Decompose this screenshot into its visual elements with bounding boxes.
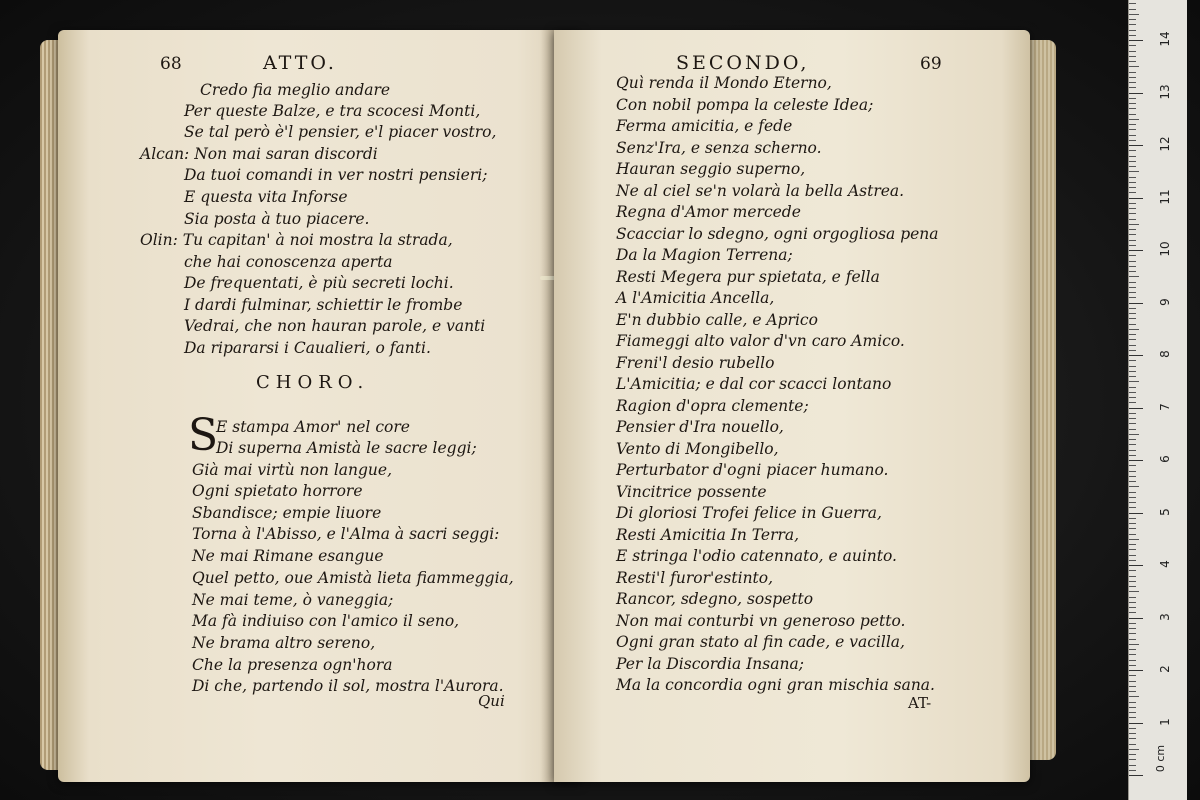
ruler-tick [1129, 607, 1136, 608]
ruler-tick [1129, 439, 1136, 440]
text-line: Senz'Ira, e senza scherno. [616, 139, 822, 157]
right-page [554, 30, 1030, 782]
text-line: Ne mai teme, ò vaneggia; [192, 591, 394, 609]
ruler-tick [1129, 66, 1139, 67]
text-line: Per la Discordia Insana; [616, 655, 804, 673]
ruler-tick [1129, 35, 1136, 36]
text-line: Da tuoi comandi in ver nostri pensieri; [184, 166, 488, 184]
ruler-tick [1129, 665, 1136, 666]
ruler-tick [1129, 51, 1136, 52]
ruler-tick [1129, 418, 1136, 419]
text-line: Ragion d'opra clemente; [616, 397, 809, 415]
ruler-tick [1129, 166, 1136, 167]
ruler-tick [1129, 528, 1136, 529]
text-line: Che la presenza ogn'hora [192, 656, 393, 674]
ruler-tick [1129, 24, 1136, 25]
text-line: Ma la concordia ogni gran mischia sana. [616, 676, 935, 694]
measurement-ruler [1128, 0, 1187, 800]
text-line: E'n dubbio calle, e Aprico [616, 311, 818, 329]
ruler-tick [1129, 245, 1136, 246]
ruler-number: 14 [1158, 31, 1172, 47]
ruler-tick [1129, 654, 1136, 655]
ruler-tick [1129, 481, 1136, 482]
ruler-tick [1129, 334, 1136, 335]
ruler-tick [1129, 150, 1136, 151]
ruler-tick [1129, 292, 1136, 293]
text-line: Rancor, sdegno, sospetto [616, 590, 814, 608]
ruler-tick [1129, 770, 1136, 771]
ruler-tick [1129, 723, 1143, 724]
ruler-tick [1129, 177, 1136, 178]
ruler-tick [1129, 14, 1139, 15]
ruler-tick [1129, 507, 1136, 508]
ruler-tick [1129, 591, 1139, 592]
ruler-tick [1129, 450, 1136, 451]
ruler-tick [1129, 9, 1136, 10]
ruler-tick [1129, 423, 1136, 424]
ruler-tick [1129, 576, 1136, 577]
page-number: 69 [920, 54, 942, 74]
ruler-tick [1129, 581, 1136, 582]
ruler-tick [1129, 465, 1136, 466]
ruler-tick [1129, 271, 1136, 272]
text-line: Ne brama altro sereno, [192, 634, 376, 652]
ruler-tick [1129, 681, 1136, 682]
ruler-tick [1129, 135, 1136, 136]
ruler-number: 8 [1158, 350, 1172, 358]
ruler-tick [1129, 759, 1136, 760]
ruler-number: 2 [1158, 665, 1172, 673]
page-number: 68 [160, 54, 182, 74]
text-line: Olin: Tu capitan' à noi mostra la strada, [140, 231, 453, 249]
ruler-tick [1129, 691, 1136, 692]
ruler-tick [1129, 397, 1136, 398]
ruler-tick [1129, 203, 1136, 204]
ruler-tick [1129, 717, 1136, 718]
ruler-tick [1129, 502, 1136, 503]
ruler-tick [1129, 749, 1139, 750]
ruler-tick [1129, 250, 1143, 251]
ruler-tick [1129, 297, 1136, 298]
ruler-tick [1129, 77, 1136, 78]
chorus-title: CHORO. [256, 372, 370, 393]
ruler-tick [1129, 518, 1136, 519]
ruler-tick [1129, 696, 1139, 697]
text-line: Quì renda il Mondo Eterno, [616, 74, 832, 92]
ruler-tick [1129, 366, 1136, 367]
ruler-number: 4 [1158, 560, 1172, 568]
text-line: Scacciar lo sdegno, ogni orgogliosa pena [616, 225, 939, 243]
ruler-tick [1129, 213, 1136, 214]
text-line: Credo fia meglio andare [200, 81, 391, 99]
ruler-tick [1129, 602, 1136, 603]
ruler-tick [1129, 670, 1143, 671]
ruler-tick [1129, 597, 1136, 598]
ruler-number: 5 [1158, 507, 1172, 516]
book-edge-right [1028, 40, 1056, 760]
ruler-tick [1129, 93, 1143, 94]
ruler-tick [1129, 565, 1143, 566]
text-line: Per queste Balze, e tra scocesi Monti, [184, 102, 481, 120]
ruler-tick [1129, 219, 1136, 220]
text-line: Di superna Amistà le sacre leggi; [216, 439, 477, 457]
ruler-tick [1129, 355, 1143, 356]
text-line: Da la Magion Terrena; [616, 246, 793, 264]
ruler-tick [1129, 287, 1136, 288]
ruler-tick [1129, 765, 1136, 766]
ruler-tick [1129, 40, 1143, 41]
text-line: Ogni spietato horrore [192, 482, 363, 500]
ruler-tick [1129, 618, 1143, 619]
ruler-tick [1129, 119, 1139, 120]
text-line: Regna d'Amor mercede [616, 203, 801, 221]
ruler-tick [1129, 234, 1136, 235]
ruler-tick [1129, 3, 1136, 4]
text-line: Resti Megera pur spietata, e fella [616, 268, 880, 286]
ruler-tick [1129, 775, 1143, 776]
ruler-tick [1129, 686, 1136, 687]
ruler-tick [1129, 429, 1136, 430]
ruler-number: 6 [1158, 455, 1172, 463]
ruler-tick [1129, 276, 1139, 277]
ruler-tick [1129, 460, 1143, 461]
ruler-tick [1129, 413, 1136, 414]
ruler-tick [1129, 350, 1136, 351]
ruler-tick [1129, 192, 1136, 193]
ruler-tick [1129, 497, 1136, 498]
ruler-tick [1129, 187, 1136, 188]
text-line: Con nobil pompa la celeste Idea; [616, 96, 874, 114]
ruler-number: 1 [1158, 717, 1172, 726]
ruler-tick [1129, 161, 1136, 162]
ruler-tick [1129, 513, 1143, 514]
ruler-tick [1129, 360, 1136, 361]
ruler-tick [1129, 318, 1136, 319]
ruler-tick [1129, 198, 1143, 199]
ruler-tick [1129, 586, 1136, 587]
ruler-tick [1129, 129, 1136, 130]
text-line: L'Amicitia; e dal cor scacci lontano [616, 375, 892, 393]
text-line: Ne al ciel se'n volarà la bella Astrea. [616, 182, 905, 200]
ruler-tick [1129, 240, 1136, 241]
ruler-number: 11 [1158, 188, 1172, 205]
ruler-tick [1129, 649, 1136, 650]
ruler-tick [1129, 639, 1136, 640]
ruler-tick [1129, 707, 1136, 708]
ruler-tick [1129, 471, 1136, 472]
text-line: I dardi fulminar, schiettir le frombe [184, 296, 463, 314]
ruler-tick [1129, 145, 1143, 146]
ruler-tick [1129, 738, 1136, 739]
ruler-tick [1129, 108, 1136, 109]
text-line: Resti Amicitia In Terra, [616, 526, 800, 544]
text-line: Vento di Mongibello, [616, 440, 779, 458]
ruler-tick [1129, 182, 1136, 183]
text-line: Torna à l'Abisso, e l'Alma à sacri seggi: [192, 525, 500, 543]
left-page [58, 30, 580, 782]
ruler-tick [1129, 633, 1136, 634]
ruler-tick [1129, 570, 1136, 571]
drop-cap: S [188, 410, 219, 461]
text-line: Sia posta à tuo piacere. [184, 210, 370, 228]
text-line: Quel petto, oue Amistà lieta fiammeggia, [192, 569, 514, 587]
ruler-number: 9 [1158, 297, 1172, 306]
ruler-tick [1129, 345, 1136, 346]
ruler-tick [1129, 82, 1136, 83]
ruler-tick [1129, 612, 1136, 613]
ruler-tick [1129, 313, 1136, 314]
text-line: E questa vita Inforse [184, 188, 348, 206]
ruler-tick [1129, 712, 1136, 713]
ruler-tick [1129, 387, 1136, 388]
ruler-tick [1129, 224, 1139, 225]
ruler-tick [1129, 492, 1136, 493]
catchword: AT- [908, 694, 932, 712]
text-line: Ne mai Rimane esangue [192, 547, 384, 565]
ruler-tick [1129, 675, 1136, 676]
ruler-tick [1129, 156, 1136, 157]
ruler-tick [1129, 408, 1143, 409]
ruler-tick [1129, 376, 1136, 377]
ruler-tick [1129, 140, 1136, 141]
ruler-tick [1129, 560, 1136, 561]
ruler-tick [1129, 434, 1139, 435]
ruler-tick [1129, 56, 1136, 57]
ruler-tick [1129, 728, 1136, 729]
ruler-tick [1129, 61, 1136, 62]
ruler-tick [1129, 324, 1136, 325]
text-line: De frequentati, è più secreti lochi. [184, 274, 454, 292]
ruler-tick [1129, 303, 1143, 304]
open-book [40, 22, 1065, 782]
ruler-tick [1129, 19, 1136, 20]
text-line: Pensier d'Ira nouello, [616, 418, 784, 436]
catchword: Qui [478, 692, 505, 710]
text-line: Di gloriosi Trofei felice in Guerra, [616, 504, 882, 522]
ruler-tick [1129, 392, 1136, 393]
ruler-tick [1129, 628, 1136, 629]
ruler-tick [1129, 266, 1136, 267]
text-line: Ogni gran stato al fin cade, e vacilla, [616, 633, 905, 651]
ruler-tick [1129, 544, 1136, 545]
ruler-tick [1129, 255, 1136, 256]
ruler-number: 10 [1158, 241, 1172, 257]
ruler-tick [1129, 103, 1136, 104]
ruler-tick [1129, 476, 1136, 477]
text-line: Vincitrice possente [616, 483, 767, 501]
ruler-tick [1129, 72, 1136, 73]
ruler-tick [1129, 87, 1136, 88]
ruler-number: 3 [1158, 612, 1172, 621]
text-line: Alcan: Non mai saran discordi [140, 145, 378, 163]
text-line: Ma fà indiuiso con l'amico il seno, [192, 612, 460, 630]
ruler-tick [1129, 455, 1136, 456]
ruler-tick [1129, 539, 1139, 540]
ruler-tick [1129, 702, 1136, 703]
ruler-tick [1129, 308, 1136, 309]
text-line: Resti'l furor'estinto, [616, 569, 774, 587]
ruler-number: 12 [1158, 136, 1172, 152]
ruler-tick [1129, 381, 1139, 382]
ruler-tick [1129, 282, 1136, 283]
text-line: Già mai virtù non langue, [192, 461, 393, 479]
ruler-tick [1129, 371, 1136, 372]
text-line: Sbandisce; empie liuore [192, 504, 382, 522]
ruler-tick [1129, 555, 1136, 556]
text-line: che hai conoscenza aperta [184, 253, 393, 271]
ruler-tick [1129, 45, 1136, 46]
ruler-tick [1129, 444, 1136, 445]
text-line: Vedrai, che non hauran parole, e vanti [184, 317, 486, 335]
text-line: Di che, partendo il sol, mostra l'Aurora. [192, 677, 504, 695]
ruler-tick [1129, 114, 1136, 115]
text-line: Hauran seggio superno, [616, 160, 806, 178]
ruler-tick [1129, 549, 1136, 550]
ruler-tick [1129, 486, 1139, 487]
ruler-tick [1129, 644, 1139, 645]
running-head: SECONDO, [676, 52, 810, 74]
ruler-unit-label: 0 cm [1154, 744, 1168, 773]
ruler-tick [1129, 98, 1136, 99]
ruler-number: 7 [1158, 402, 1172, 411]
text-line: Da ripararsi i Caualieri, o fanti. [184, 339, 431, 357]
ruler-tick [1129, 208, 1136, 209]
ruler-tick [1129, 754, 1136, 755]
ruler-tick [1129, 744, 1136, 745]
ruler-tick [1129, 229, 1136, 230]
ruler-tick [1129, 660, 1136, 661]
text-line: Ferma amicitia, e fede [616, 117, 793, 135]
text-line: A l'Amicitia Ancella, [616, 289, 775, 307]
text-line: E stampa Amor' nel core [216, 418, 410, 436]
ruler-tick [1129, 124, 1136, 125]
ruler-tick [1129, 402, 1136, 403]
ruler-tick [1129, 523, 1136, 524]
text-line: Freni'l desio rubello [616, 354, 775, 372]
ruler-tick [1129, 171, 1139, 172]
running-head: ATTO. [263, 52, 337, 74]
text-line: Non mai conturbi vn generoso petto. [616, 612, 906, 630]
ruler-tick [1129, 329, 1139, 330]
ruler-tick [1129, 623, 1136, 624]
ruler-number: 13 [1158, 83, 1172, 100]
text-line: E stringa l'odio catennato, e auinto. [616, 547, 897, 565]
text-line: Perturbator d'ogni piacer humano. [616, 461, 889, 479]
ruler-tick [1129, 261, 1136, 262]
ruler-tick [1129, 30, 1136, 31]
ruler-tick [1129, 733, 1136, 734]
ruler-tick [1129, 534, 1136, 535]
ruler-tick [1129, 339, 1136, 340]
text-line: Fiameggi alto valor d'vn caro Amico. [616, 332, 905, 350]
text-line: Se tal però è'l pensier, e'l piacer vostro, [184, 123, 497, 141]
